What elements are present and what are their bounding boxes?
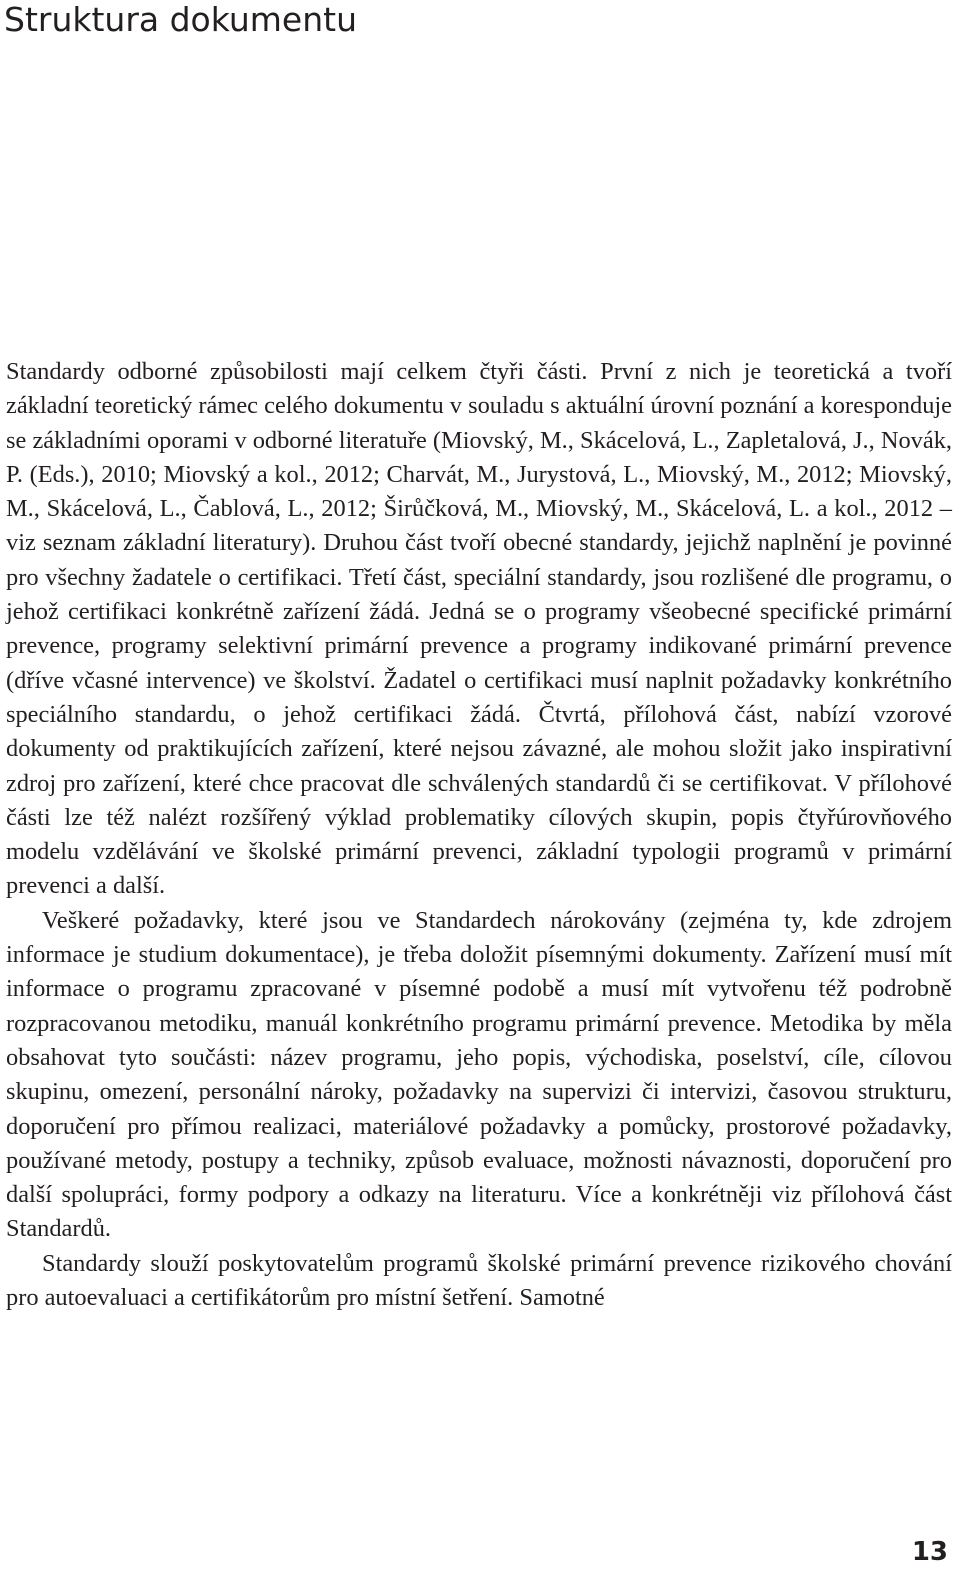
paragraph-standards-use: Standardy slouží poskytovatelům programů školské primární prevence rizikového chování pro autoevaluaci a certifikátorům pro místní šetření. Samotné [6,1249,952,1312]
page-title: Struktura dokumentu [4,0,357,39]
paragraph-requirements: Veškeré požadavky, které jsou ve Standardech nárokovány (zejména ty, kde zdrojem informace je studium dokumentace), je třeba doložit písemnými dokumenty. Zařízení musí mít informace o programu zpracované v písemné podobě a musí mít vytvořenu též podrobně rozpracovanou metodiku, manuál konkrétního programu primární prevence. Metodika by měla obsahovat tyto součásti: název programu, jeho popis, východiska, poselství, cíle, cílovou skupinu, omezení, personální nároky, požadavky na supervizi či intervizi, časovou strukturu, doporučení pro přímou realizaci, materiálové požadavky a pomůcky, prostorové požadavky, používané metody, postupy a techniky, způsob evaluace, možnosti návaznosti, doporučení pro další spolupráci, formy podpory a odkazy na literaturu. Více a konkrétněji viz přílohová část Standardů. [6,906,952,1243]
paragraph-structure: Standardy odborné způsobilosti mají celkem čtyři části. První z nich je teoretická a tvoří základní teoretický rámec celého dokumentu v souladu s aktuální úrovní poznání a koresponduje se základními oporami v odborné literatuře (Miovský, M., Skácelová, L., Zapletalová, J., Novák, P. (Eds.), 2010; Miovský a kol., 2012; Charvát, M., Jurystová, L., Miovský, M., 2012; Miovský, M., Skácelová, L., Čablová, L., 2012; Širůčková, M., Miovský, M., Skácelová, L. a kol., 2012 – viz seznam základní literatury). Druhou část tvoří obecné standardy, jejichž naplnění je povinné pro všechny žadatele o certifikaci. Třetí část, speciální standardy, jsou rozlišené dle programu, o jehož certifikaci konkrétně zařízení žádá. Jedná se o programy všeobecné specifické primární prevence, programy selektivní primární prevence a programy indikované primární prevence (dříve včasné intervence) ve školství. Žadatel o certifikaci musí naplnit požadavky konkrétního speciálního standardu, o jehož certifikaci žádá. Čtvrtá, přílohová část, nabízí vzorové dokumenty od praktikujících zařízení, které nejsou závazné, ale mohou složit jako inspirativní zdroj pro zařízení, které chce pracovat dle schválených standardů či se certifikovat. V přílohové části lze též nalézt rozšířený výklad problematiky cílových skupin, popis čtyřúrovňového modelu vzdělávání ve školské primární prevenci, základní typologii programů v primární prevenci a další. [6,358,952,900]
body-text [6,355,952,1315]
page-number: 13 [911,1537,948,1567]
